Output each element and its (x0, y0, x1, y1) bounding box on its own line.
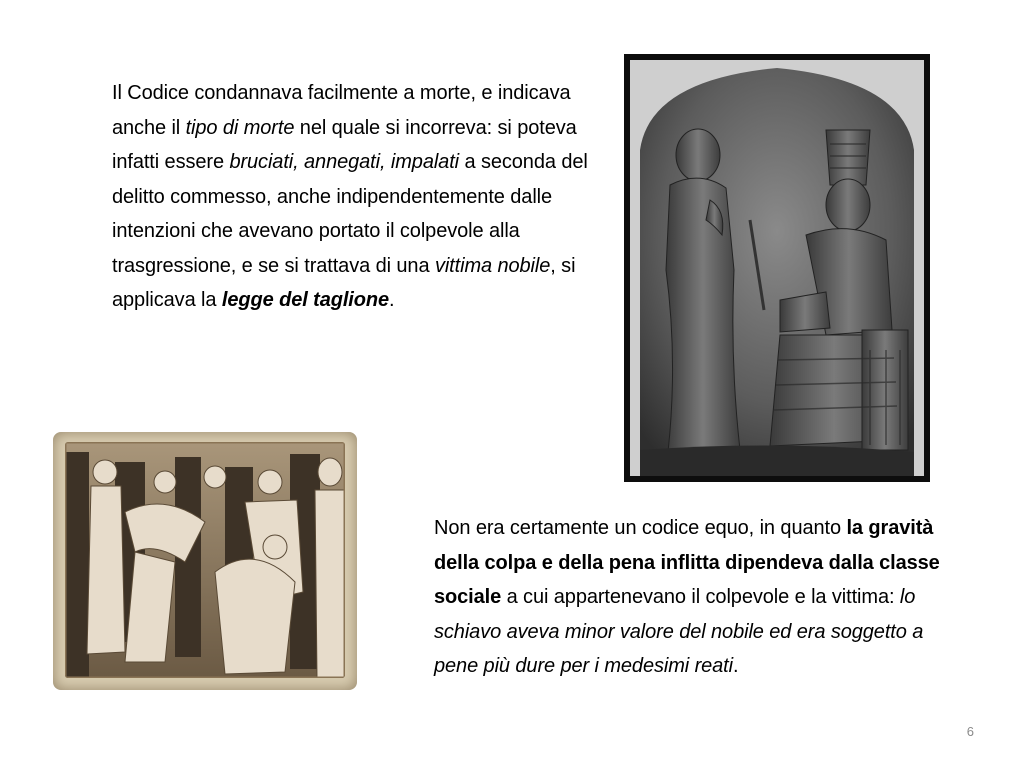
stele-illustration (630, 60, 924, 476)
bold-italic-run: legge del taglione (221, 289, 390, 311)
text-run: , si applicava la (112, 254, 576, 311)
text-run: nel quale si incorreva: si poteva infatti essere (112, 116, 577, 173)
text-run: a seconda del delitto commesso, anche indipendentemente dalle intenzioni che avevano portato il colpevole alla trasgressione, e se si trattava di una (112, 151, 588, 277)
text-run: . (389, 289, 395, 311)
text-run: Il Codice condannava facilmente a morte, e indicava anche il (112, 82, 571, 139)
italic-run: vittima nobile (434, 254, 551, 277)
bold-run: la gravità della colpa e della pena inflitta dipendeva dalla classe sociale (434, 517, 940, 608)
text-run: . (732, 655, 739, 677)
hammurabi-stele-image (624, 54, 930, 482)
paragraph-death-penalty (112, 76, 618, 318)
text-run: a cui appartenevano il colpevole e la vittima: (501, 586, 900, 608)
historical-punishment-photo (53, 432, 357, 690)
italic-run: lo schiavo aveva minor valore del nobile ed era soggetto a pene più dure per i medesimi reati (434, 586, 924, 677)
italic-run: tipo di morte (185, 116, 295, 139)
slide-number: 6 (966, 724, 974, 739)
text-run: Non era certamente un codice equo, in quanto (434, 517, 847, 539)
italic-run: bruciati, annegati, impalati (229, 151, 460, 173)
paragraph-social-class (434, 511, 942, 684)
crowd-photo-illustration (65, 442, 345, 678)
